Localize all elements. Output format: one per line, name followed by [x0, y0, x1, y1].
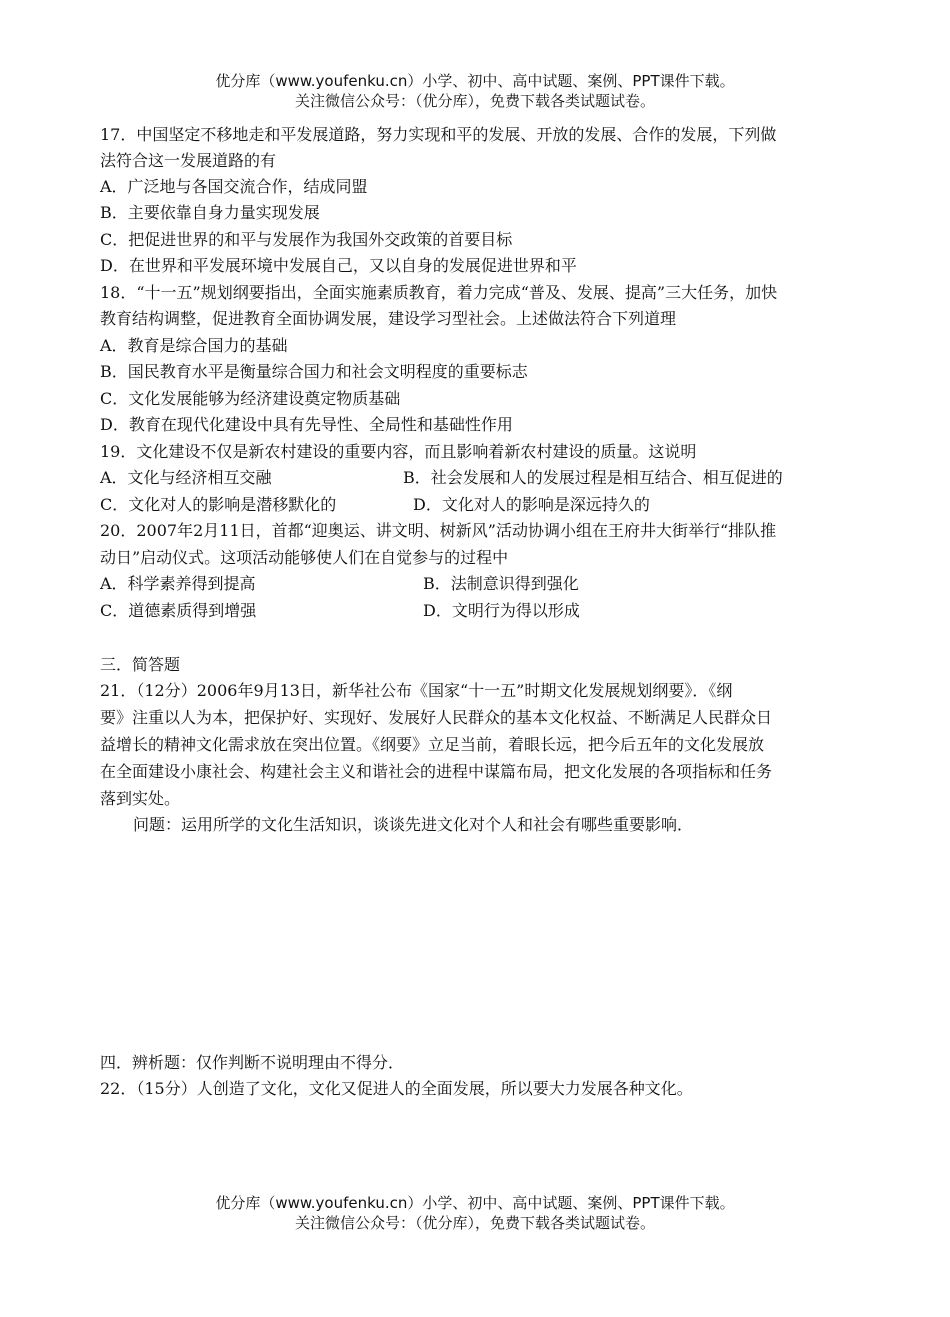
q18-stem-line-2: 教育结构调整，促进教育全面协调发展，建设学习型社会。上述做法符合下列道理 [100, 309, 677, 328]
q21-line-2: 要》注重以人为本，把保护好、实现好、发展好人民群众的基本文化权益、不断满足人民群众日 [100, 708, 773, 727]
q18-option-b: B．国民教育水平是衡量综合国力和社会文明程度的重要标志 [100, 362, 528, 381]
q17-option-d: D．在世界和平发展环境中发展自己，又以自身的发展促进世界和平 [100, 256, 577, 275]
q18-option-c: C．文化发展能够为经济建设奠定物质基础 [100, 389, 401, 408]
q18-option-a: A．教育是综合国力的基础 [100, 336, 288, 355]
q19-option-b: B．社会发展和人的发展过程是相互结合、相互促进的 [403, 468, 783, 487]
q20-stem-line-1: 20．2007年2月11日，首都“迎奥运、讲文明、树新风”活动协调小组在王府井大街举行“排队推 [100, 521, 777, 540]
q17-stem-line-2: 法符合这一发展道路的有 [100, 151, 277, 170]
q20-option-a: A．科学素养得到提高 [100, 574, 256, 593]
q20-option-d: D．文明行为得以形成 [423, 601, 580, 620]
q17-option-b: B．主要依靠自身力量实现发展 [100, 203, 320, 222]
q20-option-c: C．道德素质得到增强 [100, 601, 257, 620]
header-line-2: 关注微信公众号：（优分库），免费下载各类试题试卷。 [294, 92, 655, 110]
q19-option-a: A．文化与经济相互交融 [100, 468, 272, 487]
q19-option-d: D．文化对人的影响是深远持久的 [413, 495, 650, 514]
q20-stem-line-2: 动日”启动仪式。这项活动能够使人们在自觉参与的过程中 [100, 548, 509, 567]
q21-line-4: 在全面建设小康社会、构建社会主义和谐社会的进程中谋篇布局，把文化发展的各项指标和任务 [100, 762, 773, 781]
footer-line-1: 优分库（www.youfenku.cn）小学、初中、高中试题、案例、PPT课件下载。 [215, 1194, 735, 1212]
footer-line-2: 关注微信公众号：（优分库），免费下载各类试题试卷。 [294, 1214, 655, 1232]
q17-stem-line-1: 17．中国坚定不移地走和平发展道路，努力实现和平的发展、开放的发展、合作的发展，下列做 [100, 125, 777, 144]
q19-stem: 19．文化建设不仅是新农村建设的重要内容，而且影响着新农村建设的质量。这说明 [100, 442, 697, 461]
q21-line-1: 21．（12分）2006年9月13日，新华社公布《国家“十一五”时期文化发展规划纲要》．《纲 [100, 681, 733, 700]
q18-stem-line-1: 18．“十一五”规划纲要指出，全面实施素质教育，着力完成“普及、发展、提高”三大任务，加快 [100, 283, 778, 302]
q17-option-c: C．把促进世界的和平与发展作为我国外交政策的首要目标 [100, 230, 513, 249]
q18-option-d: D．教育在现代化建设中具有先导性、全局性和基础性作用 [100, 415, 513, 434]
q19-option-c: C．文化对人的影响是潜移默化的 [100, 495, 337, 514]
header-line-1: 优分库（www.youfenku.cn）小学、初中、高中试题、案例、PPT课件下载。 [215, 72, 735, 90]
q22-text: 22．（15分）人创造了文化，文化又促进人的全面发展，所以要大力发展各种文化。 [100, 1079, 693, 1098]
q21-line-5: 落到实处。 [100, 789, 181, 808]
q20-option-b: B．法制意识得到强化 [423, 574, 579, 593]
section-3-title: 三．简答题 [100, 655, 181, 674]
q21-question: 问题：运用所学的文化生活知识，谈谈先进文化对个人和社会有哪些重要影响． [133, 815, 694, 834]
section-4-title: 四．辨析题：仅作判断不说明理由不得分． [100, 1053, 405, 1072]
q17-option-a: A．广泛地与各国交流合作，结成同盟 [100, 177, 368, 196]
q21-line-3: 益增长的精神文化需求放在突出位置。《纲要》立足当前，着眼长远，把今后五年的文化发展放 [100, 735, 765, 754]
